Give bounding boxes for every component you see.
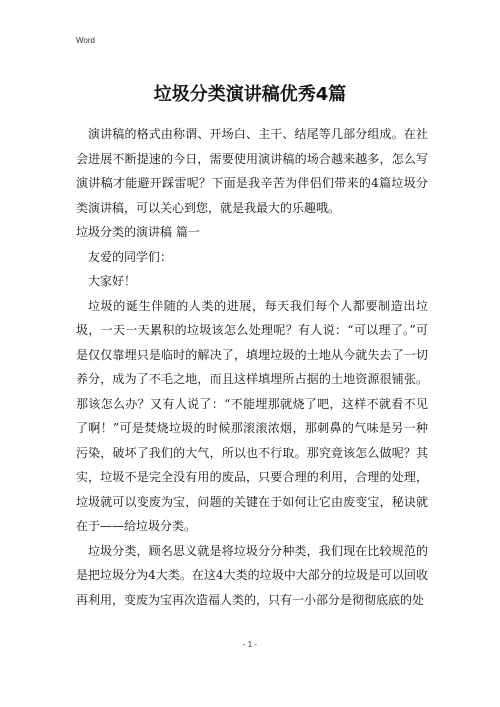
page-number: - 1 - (242, 640, 258, 649)
header-app-label: Word (76, 36, 95, 45)
greeting: 大家好！ (88, 274, 137, 288)
intro-paragraph: 演讲稿的格式由称谓、开场白、主干、结尾等几部分组成。在社会进展不断提速的今日，需要使用演讲稿的场合越来越多，怎么写演讲稿才能避开踩雷呢？下面是我辛苦为伴侣们带来的4篇垃圾分类演讲稿，可以关心到您，就是我最大的乐趣哦。 (76, 127, 428, 215)
body-paragraph: 垃圾的诞生伴随的人类的进展，每天我们每个人都要制造出垃圾，一天一天累积的垃圾该怎么处理呢？有人说：“可以理了。”可是仅仅靠埋只是临时的解决了，填埋垃圾的土地从今就失去了一切养分，成为了不毛之地，而且这样填埋所占据的土地资源很铺张。那该怎么办？又有人说了：“不能埋那就烧了吧，这样不就看不见了啊！”可是焚烧垃圾的时候那滚滚浓烟，那刺鼻的气味是另一种污染，破坏了我们的大气，所以也不行取。那究竟该怎么做呢？其实，垃圾不是完全没有用的废品，只要合理的利用，合理的处理，垃圾就可以变废为宝，问题的关键在于如何让它由废变宝，秘诀就在于——给垃圾分类。 (76, 298, 428, 533)
section-heading: 垃圾分类的演讲稿 篇一 (76, 225, 200, 239)
salutation: 友爱的同学们： (88, 249, 173, 264)
document-body (76, 122, 428, 612)
document-title: 垃圾分类演讲稿优秀4篇 (153, 84, 347, 105)
body-paragraph: 垃圾分类，顾名思义就是将垃圾分分种类，我们现在比较规范的是把垃圾分为4大类。在这4大类的垃圾中大部分的垃圾是可以回收再利用，变废为宝再次造福人类的，只有一小部分是彻彻底底的处 (76, 543, 428, 607)
